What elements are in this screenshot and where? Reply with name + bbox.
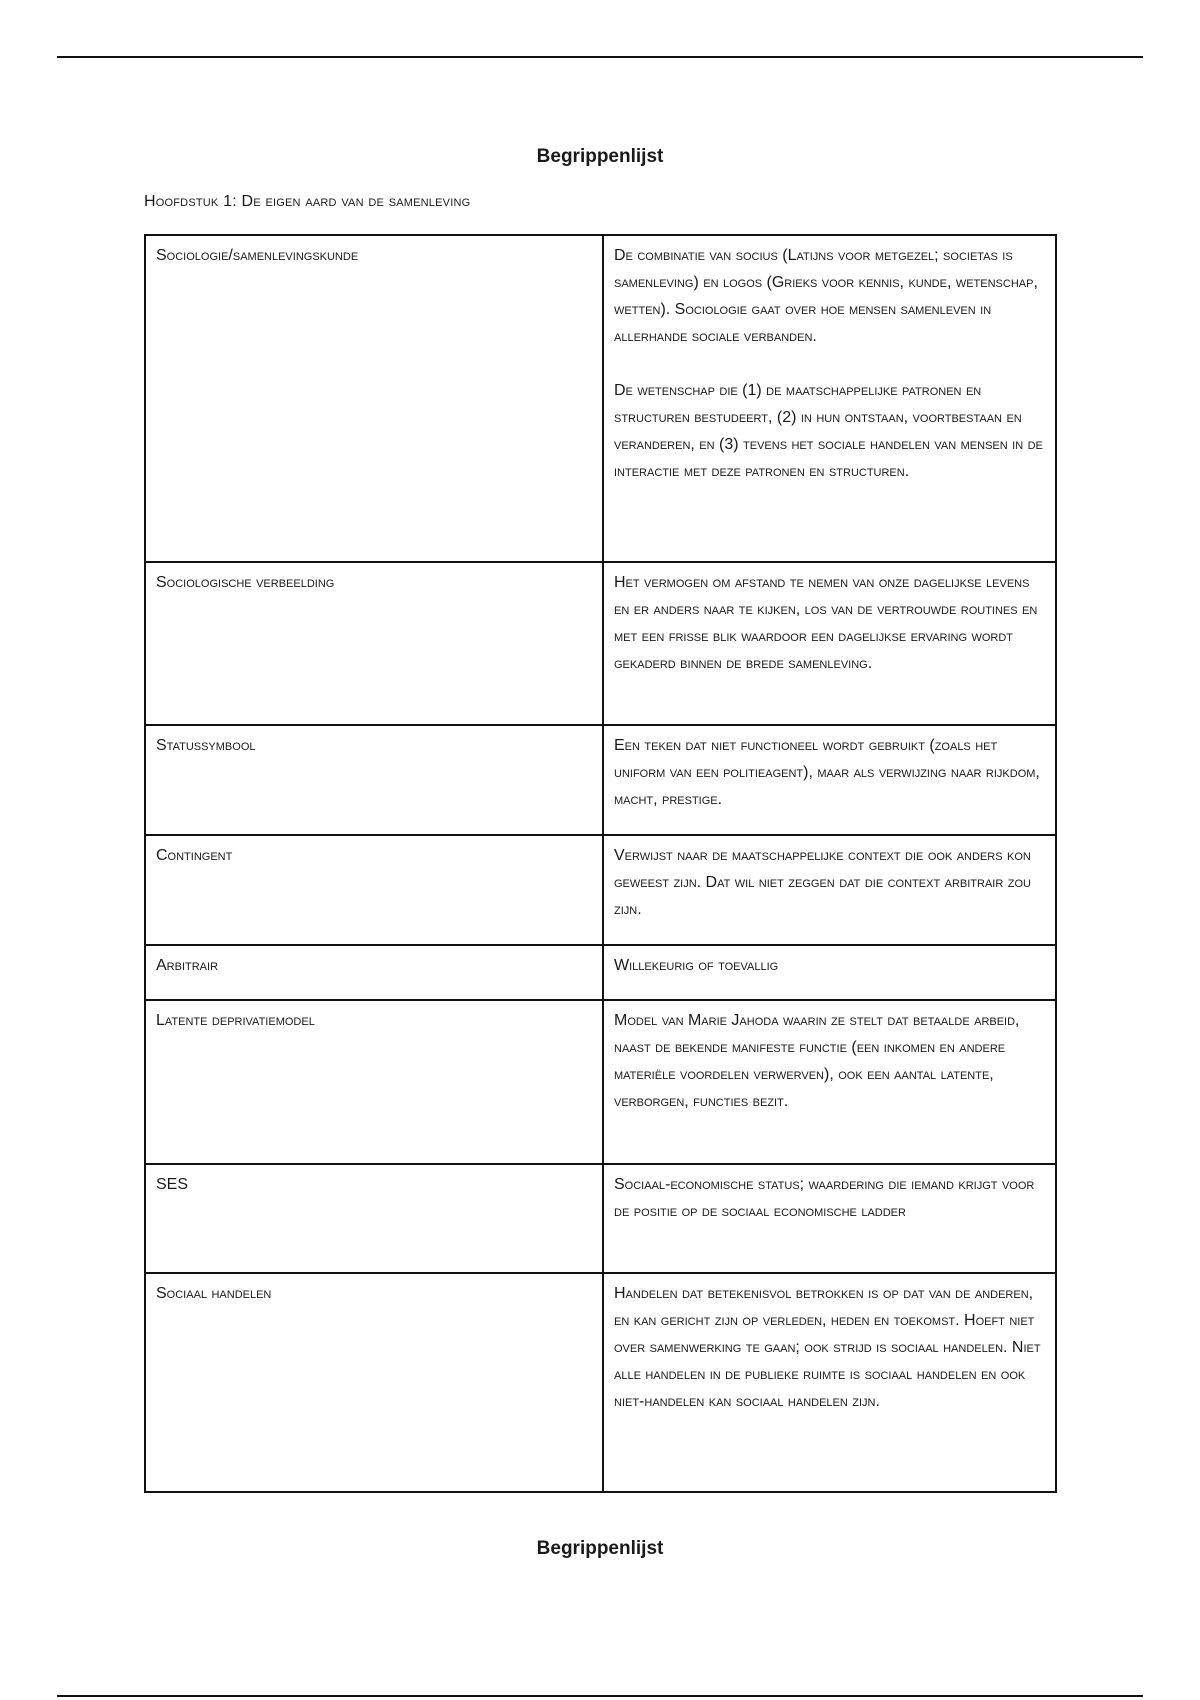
term-cell: Arbitrair <box>145 945 603 1000</box>
term-cell: Contingent <box>145 835 603 945</box>
definition-text: Handelen dat betekenisvol betrokken is op dat van de anderen, en kan gericht zijn op verleden, heden en toekomst. Hoeft niet over samenwerking te gaan; ook strijd is sociaal handelen. Niet alle handelen in de publieke ruimte is sociaal handelen en ook niet-handelen kan sociaal handelen zijn. <box>614 1285 1041 1410</box>
definition-text: Het vermogen om afstand te nemen van onze dagelijkse levens en er anders naar te kijken, los van de vertrouwde routines en met een frisse blik waardoor een dagelijkse ervaring wordt gekaderd binnen de brede samenleving. <box>614 574 1038 672</box>
chapter-heading: Hoofdstuk 1: De eigen aard van de samenleving <box>144 193 471 210</box>
definition-cell <box>603 1164 1056 1273</box>
definition-text: Een teken dat niet functioneel wordt gebruikt (zoals het uniform van een politieagent), maar als verwijzing naar rijkdom, macht, prestige. <box>614 737 1040 808</box>
definition-text: Sociaal-economische status; waardering die iemand krijgt voor de positie op de sociaal economische ladder <box>614 1176 1035 1220</box>
table-row <box>145 945 1056 1000</box>
table-row <box>145 1273 1056 1492</box>
definition-text: Willekeurig of toevallig <box>614 957 779 974</box>
page-title-repeat: Begrippenlijst <box>536 1538 664 1559</box>
term-cell: Sociaal handelen <box>145 1273 603 1492</box>
definition-cell <box>603 945 1056 1000</box>
term-cell: Latente deprivatiemodel <box>145 1000 603 1164</box>
table-row <box>145 562 1056 725</box>
footer-rule <box>57 1695 1143 1697</box>
term-cell: Sociologie/samenlevingskunde <box>145 235 603 562</box>
definition-cell <box>603 1000 1056 1164</box>
header-rule <box>57 56 1143 58</box>
term-cell: Statussymbool <box>145 725 603 835</box>
definition-cell <box>603 235 1056 562</box>
term-cell: Sociologische verbeelding <box>145 562 603 725</box>
definition-text: De combinatie van socius (Latijns voor metgezel; societas is samenleving) en logos (Grieks voor kennis, kunde, wetenschap, wetten). Sociologie gaat over hoe mensen samenleven in allerhande sociale verbanden. <box>614 247 1038 345</box>
page-title: Begrippenlijst <box>536 146 664 167</box>
definition-text: Verwijst naar de maatschappelijke context die ook anders kon geweest zijn. Dat wil niet zeggen dat die context arbitrair zou zijn. <box>614 847 1031 918</box>
definition-cell <box>603 562 1056 725</box>
term-cell: SES <box>145 1164 603 1273</box>
table-row <box>145 725 1056 835</box>
glossary-table <box>144 234 1057 1493</box>
definition-text: De wetenschap die (1) de maatschappelijke patronen en structuren bestudeert, (2) in hun ontstaan, voortbestaan en veranderen, en (3) tevens het sociale handelen van mensen in de interactie met deze patronen en structuren. <box>614 382 1043 480</box>
definition-cell <box>603 835 1056 945</box>
table-row <box>145 235 1056 562</box>
definition-cell <box>603 1273 1056 1492</box>
definition-text: Model van Marie Jahoda waarin ze stelt dat betaalde arbeid, naast de bekende manifeste functie (een inkomen en andere materiële voordelen verwerven), ook een aantal latente, verborgen, functies bezit. <box>614 1012 1020 1110</box>
table-row <box>145 835 1056 945</box>
table-row <box>145 1164 1056 1273</box>
definition-cell <box>603 725 1056 835</box>
table-row <box>145 1000 1056 1164</box>
